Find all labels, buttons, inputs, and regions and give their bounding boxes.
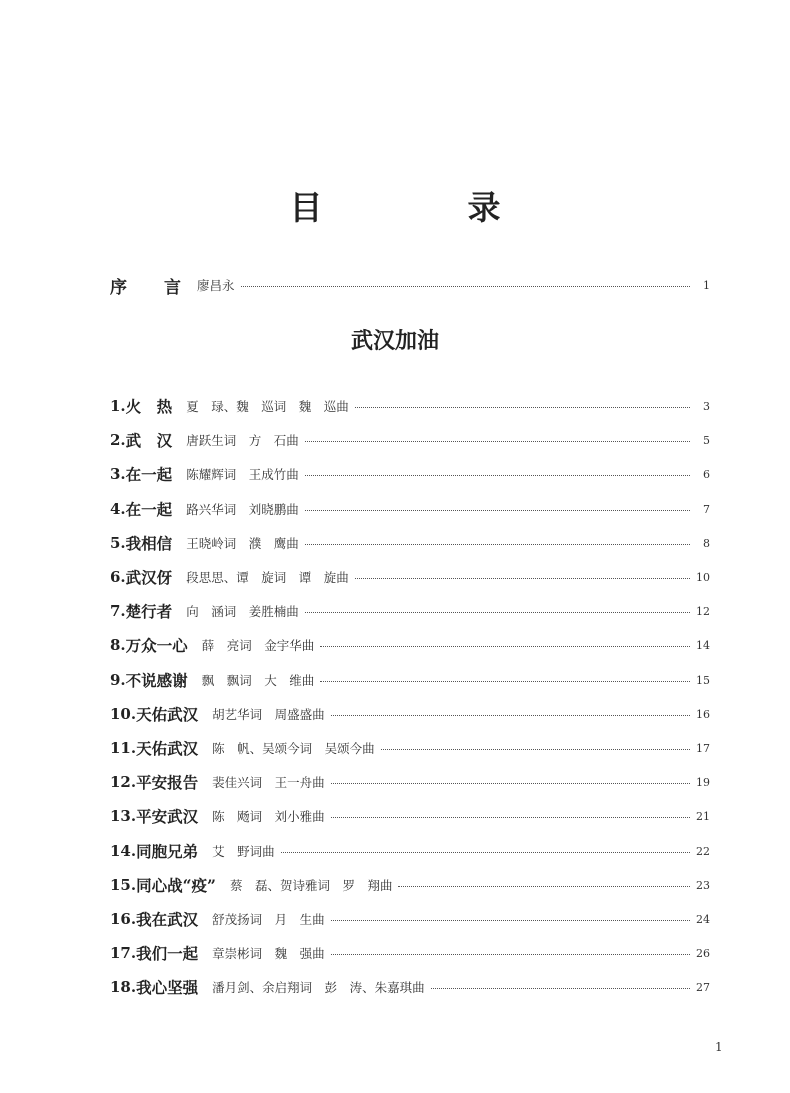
dot-leader (305, 544, 690, 545)
entry-number: 5. (110, 534, 126, 552)
toc-entry[interactable] (110, 565, 710, 589)
toc-preface[interactable] (110, 273, 710, 297)
entry-title: 平安报告 (136, 773, 199, 792)
entry-credit: 陈耀辉词 王成竹曲 (186, 467, 299, 482)
dot-leader (331, 783, 690, 784)
page-ref: 10 (696, 570, 710, 584)
page-ref: 16 (696, 707, 710, 721)
entry-number: 2. (110, 431, 126, 449)
toc-entry[interactable] (110, 462, 710, 486)
dot-leader (305, 475, 690, 476)
page-ref: 8 (703, 536, 710, 550)
entry-title: 火 热 (125, 397, 173, 416)
dot-leader (331, 920, 690, 921)
entry-credit: 舒茂扬词 月 生曲 (212, 912, 325, 927)
dot-leader (320, 681, 690, 682)
dot-leader (331, 715, 690, 716)
toc-entry[interactable] (110, 941, 710, 965)
page-ref: 1 (703, 278, 710, 292)
page-ref: 14 (696, 638, 710, 652)
entry-title: 平安武汉 (136, 807, 199, 826)
entry-credit: 飘 飘词 大 维曲 (201, 673, 315, 688)
toc-entry[interactable] (110, 736, 710, 760)
entry-credit: 路兴华词 刘晓鹏曲 (186, 502, 299, 517)
page-ref: 26 (696, 946, 710, 960)
entry-title: 我们一起 (136, 944, 199, 963)
page-ref: 22 (696, 844, 710, 858)
toc-entry[interactable] (110, 497, 710, 521)
entry-credit: 陈 帆、吴颂今词 吴颂今曲 (212, 741, 375, 756)
page-number: 1 (715, 1040, 723, 1054)
toc-entry[interactable] (110, 428, 710, 452)
page-ref: 3 (703, 399, 710, 413)
toc-entry[interactable] (110, 975, 710, 999)
page-ref: 23 (696, 878, 710, 892)
dot-leader (281, 852, 690, 853)
entry-credit: 向 涵词 姜胜楠曲 (186, 604, 299, 619)
toc-entry[interactable] (110, 804, 710, 828)
page-ref: 17 (696, 741, 710, 755)
entry-title: 不说感谢 (125, 671, 188, 690)
toc-entry[interactable] (110, 633, 710, 657)
toc-entry[interactable] (110, 770, 710, 794)
entry-title: 我相信 (125, 534, 173, 553)
dot-leader (355, 407, 690, 408)
toc-entry[interactable] (110, 394, 710, 418)
entry-title: 在一起 (125, 465, 173, 484)
page-title: 目 录 (289, 188, 557, 227)
entry-title: 天佑武汉 (136, 739, 199, 758)
entry-credit: 潘月剑、余启翔词 彭 涛、朱嘉琪曲 (212, 980, 425, 995)
toc-entry[interactable] (110, 907, 710, 931)
page-ref: 21 (696, 809, 710, 823)
entry-title: 楚行者 (125, 602, 173, 621)
entry-number: 1. (110, 397, 126, 415)
entry-title: 在一起 (125, 500, 173, 519)
entry-credit: 艾 野词曲 (212, 844, 275, 859)
toc-entry[interactable] (110, 873, 710, 897)
entry-credit: 陈 飏词 刘小雅曲 (212, 809, 325, 824)
dot-leader (431, 988, 690, 989)
dot-leader (331, 954, 690, 955)
toc-entry[interactable] (110, 668, 710, 692)
entry-number: 9. (110, 671, 126, 689)
entry-credit: 唐跃生词 方 石曲 (186, 433, 299, 448)
entry-number: 18. (110, 978, 137, 996)
entry-number: 14. (110, 842, 137, 860)
preface-label: 序 言 (110, 277, 191, 298)
page-ref: 6 (703, 467, 710, 481)
page-ref: 5 (703, 433, 710, 447)
entry-number: 7. (110, 602, 126, 620)
dot-leader (305, 612, 690, 613)
entry-credit: 胡艺华词 周盛盛曲 (212, 707, 325, 722)
preface-author: 廖昌永 (197, 278, 235, 293)
entry-number: 11. (110, 739, 137, 757)
dot-leader (305, 510, 690, 511)
entry-number: 6. (110, 568, 126, 586)
toc-entry[interactable] (110, 839, 710, 863)
entry-title: 我在武汉 (136, 910, 199, 929)
entry-credit: 段思思、谭 旋词 谭 旋曲 (186, 570, 349, 585)
entry-credit: 王晓岭词 濮 鹰曲 (186, 536, 299, 551)
entry-number: 3. (110, 465, 126, 483)
toc-entry[interactable] (110, 702, 710, 726)
entry-title: 同胞兄弟 (136, 842, 199, 861)
page-ref: 19 (696, 775, 710, 789)
entry-title: 天佑武汉 (136, 705, 199, 724)
entry-credit: 夏 琭、魏 巡词 魏 巡曲 (186, 399, 349, 414)
entry-credit: 章崇彬词 魏 强曲 (212, 946, 325, 961)
toc-entry[interactable] (110, 599, 710, 623)
entry-title: 同心战“疫” (136, 876, 216, 895)
dot-leader (241, 286, 690, 287)
page-ref: 7 (703, 502, 710, 516)
entry-number: 16. (110, 910, 137, 928)
entry-number: 12. (110, 773, 137, 791)
entry-title: 万众一心 (125, 636, 188, 655)
toc-entry[interactable] (110, 531, 710, 555)
page-ref: 15 (696, 673, 710, 687)
page-ref: 24 (696, 912, 710, 926)
entry-title: 武汉伢 (125, 568, 173, 587)
entry-title: 我心坚强 (136, 978, 199, 997)
entry-credit: 裴佳兴词 王一舟曲 (212, 775, 325, 790)
dot-leader (331, 817, 690, 818)
entry-credit: 蔡 磊、贺诗雅词 罗 翔曲 (229, 878, 393, 893)
dot-leader (398, 886, 690, 887)
dot-leader (305, 441, 690, 442)
entry-number: 4. (110, 500, 126, 518)
section-title: 武汉加油 (350, 328, 439, 354)
entry-number: 8. (110, 636, 126, 654)
dot-leader (355, 578, 690, 579)
entry-number: 17. (110, 944, 137, 962)
page-ref: 27 (696, 980, 710, 994)
entry-credit: 薛 亮词 金宇华曲 (201, 638, 315, 653)
entry-number: 13. (110, 807, 137, 825)
page-ref: 12 (696, 604, 710, 618)
dot-leader (320, 646, 690, 647)
dot-leader (381, 749, 690, 750)
entry-title: 武 汉 (125, 431, 173, 450)
entry-number: 15. (110, 876, 137, 894)
entry-number: 10. (110, 705, 137, 723)
